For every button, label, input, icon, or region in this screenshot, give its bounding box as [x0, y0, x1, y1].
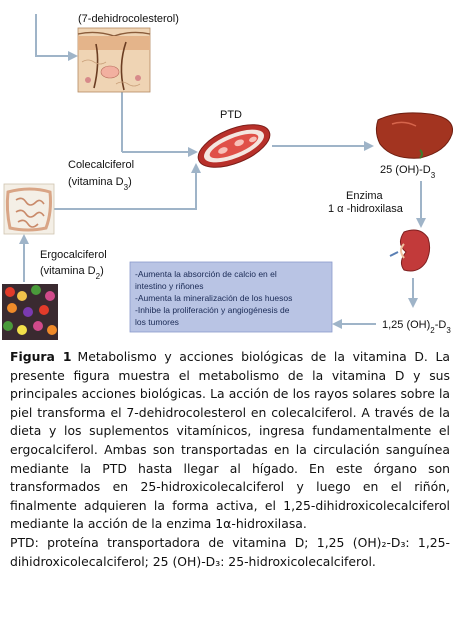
actions-line-5: los tumores: [135, 317, 179, 327]
skin-illustration: [78, 28, 150, 92]
label-colecalciferol: Colecalciferol: [68, 159, 135, 171]
label-1-alfa-hidroxilasa: 1 α -hidroxilasa: [328, 203, 403, 215]
label-1-25-oh2-d3: 1,25 $(OH)_2-D_3$: [382, 319, 451, 335]
ptd-vessel-illustration: [192, 116, 275, 176]
actions-line-2: intestino y riñones: [135, 281, 204, 291]
actions-box: [130, 262, 332, 332]
kidney-illustration: [390, 230, 430, 271]
actions-line-4: -Inhibe la proliferación y angiogénesis de: [135, 305, 290, 315]
intestine-illustration: [4, 184, 54, 234]
label-vitamina-d2: (vitamina $D_2$): [40, 265, 104, 281]
caption-text: Metabolismo y acciones biológicas de la vitamina D. La presente figura muestra el metabolismo de la vitamina D y sus principales acciones biológicas. La acción de los rayos solares sobre la piel transforma el 7-dehidrocolesterol en colecalciferol. A través de la dieta y los suplementos vitamínicos, ingresa fundamentalmente el ergocalciferol. Ambas son transportadas en la circulación sanguínea mediante la PTD hasta llegar al hígado. En este órgano son transformados en 25-hidroxicolecalciferol y luego en el riñón, finalmente adquieren la forma activa, el 1,25-dihidroxicolecalciferol mediante la acción de la enzima 1α-hidroxilasa.: [10, 349, 450, 532]
label-ergocalciferol: Ergocalciferol: [40, 249, 107, 261]
liver-illustration: [376, 113, 452, 158]
label-7-dehidrocolesterol: (7-dehidrocolesterol): [78, 13, 179, 25]
figure-label: Figura 1: [10, 349, 72, 364]
label-vitamina-d3: (vitamina $D_3$): [68, 176, 132, 192]
food-illustration: [2, 284, 58, 340]
caption-body: [10, 348, 450, 534]
arrow-skin-to-ptd: [36, 14, 76, 56]
label-enzima: Enzima: [346, 190, 383, 202]
caption-footnote: PTD: proteína transportadora de vitamina D; 1,25 (OH)₂-D₃: 1,25-dihidroxicolecalciferol; 25 (OH)-D₃: 25-hidroxicolecalciferol.: [10, 534, 450, 569]
actions-line-3: -Aumenta la mineralización de los huesos: [135, 293, 293, 303]
label-ptd: PTD: [220, 109, 242, 121]
actions-line-1: -Aumenta la absorción de calcio en el: [135, 269, 277, 279]
label-25-oh-d3: 25 $(OH)-D_3$: [380, 164, 436, 180]
figure-caption: [10, 348, 450, 571]
